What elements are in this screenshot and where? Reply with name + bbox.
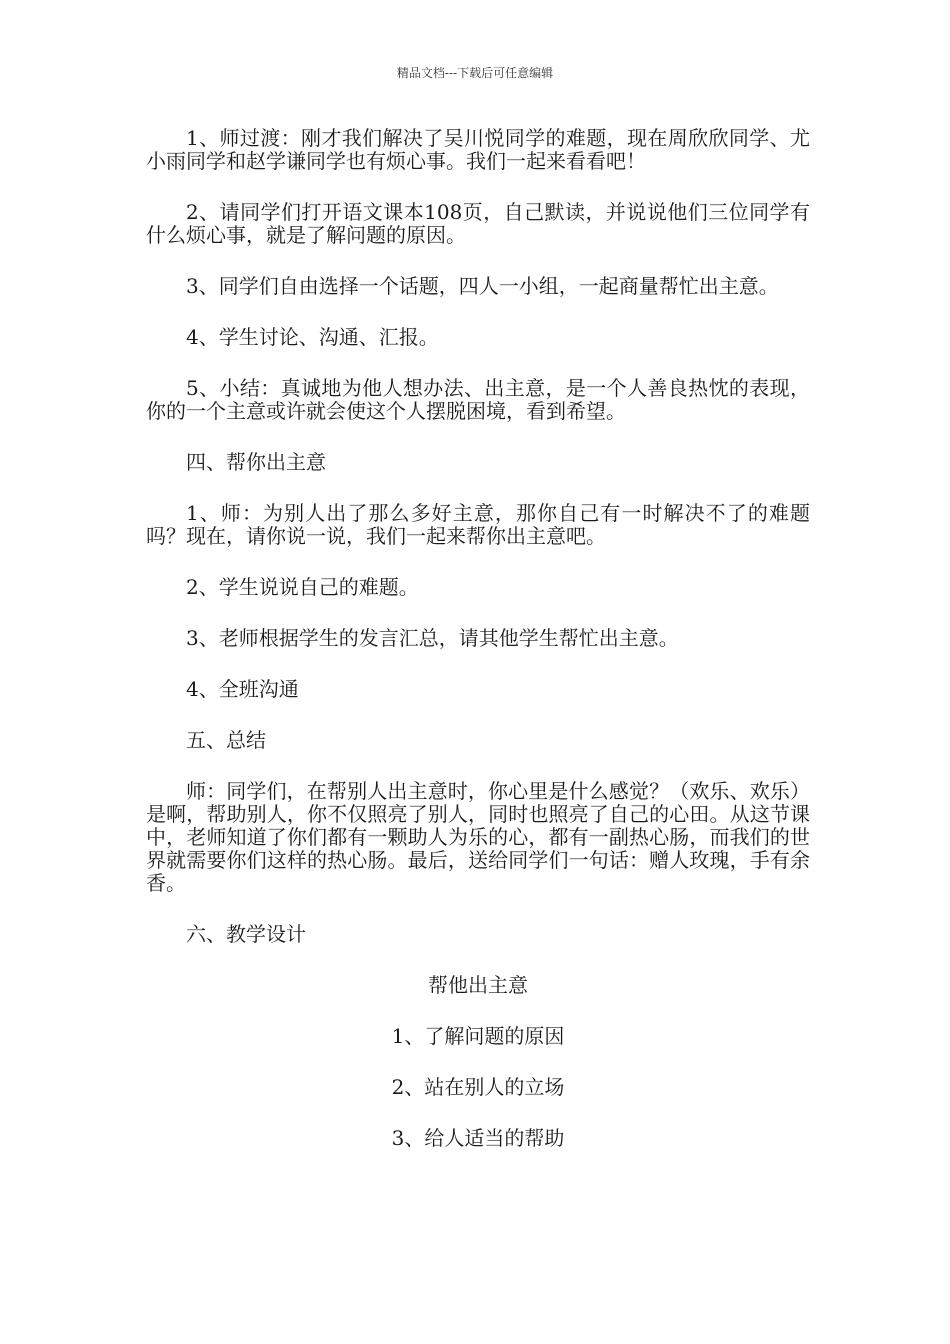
paragraph-conclusion: 师：同学们，在帮别人出主意时，你心里是什么感觉？（欢乐、欢乐）是啊，帮助别人，你不仅照亮了别人，同时也照亮了自己的心田。从这节课中，老师知道了你们都有一颗助人为乐的心，都有一副热心肠，而我们的世界就需要你们这样的热心肠。最后，送给同学们一句话：赠人玫瑰，手有余香。: [146, 779, 810, 895]
design-item: 3、给人适当的帮助: [391, 1126, 565, 1150]
paragraph-discuss: 4、学生讨论、沟通、汇报。: [186, 325, 439, 349]
paragraph-teacher-summarize: 3、老师根据学生的发言汇总，请其他学生帮忙出主意。: [186, 626, 679, 650]
paragraph-read-textbook: 2、请同学们打开语文课本108页，自己默读，并说说他们三位同学有什么烦心事，就是了解问题的原因。: [146, 200, 810, 247]
paragraph-choose-topic: 3、同学们自由选择一个话题，四人一小组，一起商量帮忙出主意。: [186, 274, 779, 298]
paragraph-summary: 5、小结：真诚地为他人想办法、出主意，是一个人善良热忱的表现，你的一个主意或许就会使这个人摆脱困境，看到希望。: [146, 376, 810, 423]
paragraph-teacher-ask: 1、师：为别人出了那么多好主意，那你自己有一时解决不了的难题吗？现在，请你说一说，我们一起来帮你出主意吧。: [146, 501, 810, 548]
paragraph-student-problems: 2、学生说说自己的难题。: [186, 575, 419, 599]
document-body: [146, 127, 810, 1178]
design-title: 帮他出主意: [428, 973, 528, 997]
section-heading-5: 五、总结: [186, 728, 266, 752]
design-item: 2、站在别人的立场: [391, 1075, 565, 1099]
section-heading-6: 六、教学设计: [186, 922, 306, 946]
paragraph-class-communicate: 4、全班沟通: [186, 677, 299, 701]
design-item: 1、了解问题的原因: [391, 1024, 565, 1048]
section-heading-4: 四、帮你出主意: [186, 450, 326, 474]
paragraph-transition: 1、师过渡：刚才我们解决了吴川悦同学的难题，现在周欣欣同学、尤小雨同学和赵学谦同学也有烦心事。我们一起来看看吧！: [146, 126, 810, 173]
page-header: 精品文档---下载后可任意编辑: [396, 66, 554, 80]
